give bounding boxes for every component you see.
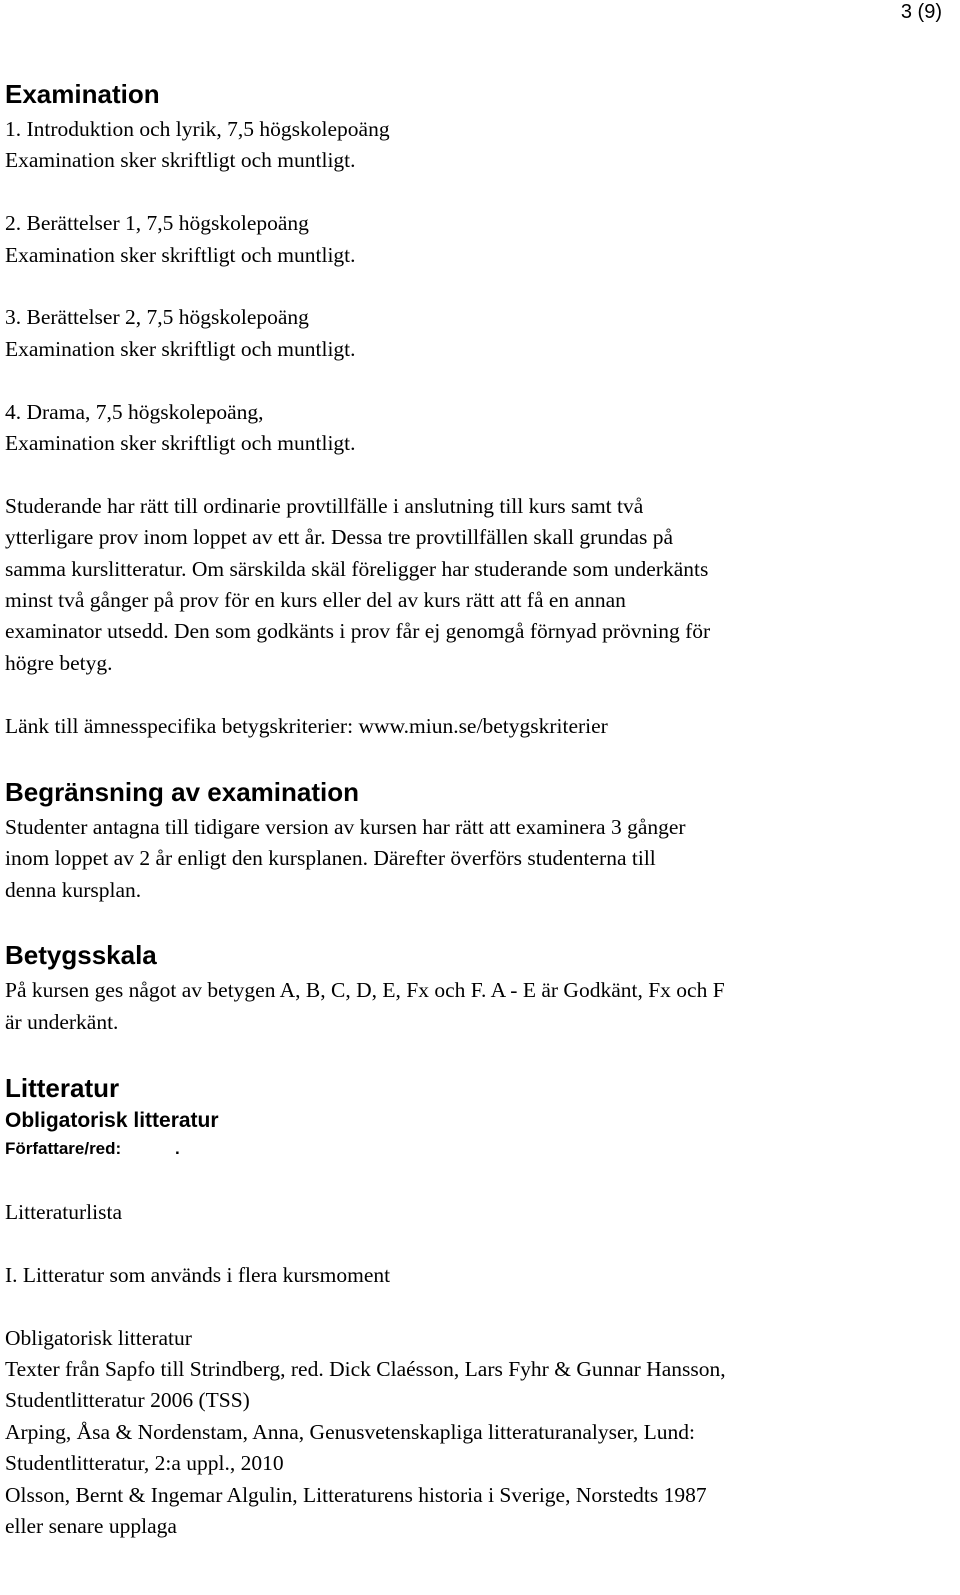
- examination-heading: Examination: [5, 79, 160, 109]
- literature-entry: eller senare upplaga: [5, 1514, 177, 1539]
- literature-entry: Olsson, Bernt & Ingemar Algulin, Litteraturens historia i Sverige, Norstedts 1987: [5, 1482, 707, 1507]
- module-4-form: Examination sker skriftligt och muntligt.: [5, 431, 356, 456]
- module-1-title: 1. Introduktion och lyrik, 7,5 högskolepoäng: [5, 117, 390, 141]
- mandatory-literature-heading: Obligatorisk litteratur: [5, 1109, 219, 1133]
- literature-entry: Texter från Sapfo till Strindberg, red. Dick Claésson, Lars Fyhr & Gunnar Hansson,: [5, 1357, 726, 1382]
- author-label: [5, 1135, 905, 1163]
- limitation-heading: Begränsning av examination: [5, 777, 359, 808]
- author-label-text: Författare/red:: [5, 1139, 122, 1159]
- literature-list-title: Litteraturlista: [5, 1200, 123, 1225]
- mandatory-literature-label: Obligatorisk litteratur: [5, 1325, 192, 1350]
- literature-heading: Litteratur: [5, 1073, 120, 1104]
- module-1-form: Examination sker skriftligt och muntligt.: [5, 148, 356, 173]
- limitation-line: Studenter antagna till tidigare version av kursen har rätt att examinera 3 gånger: [5, 815, 686, 840]
- literature-entry: Arping, Åsa & Nordenstam, Anna, Genusvetenskapliga litteraturanalyser, Lund:: [5, 1419, 695, 1444]
- module-4-title: 4. Drama, 7,5 högskolepoäng,: [5, 399, 264, 424]
- grading-line: På kursen ges något av betygen A, B, C, D, E, Fx och F. A - E är Godkänt, Fx och F: [5, 978, 725, 1003]
- rules-line: ytterligare prov inom loppet av ett år. Dessa tre provtillfällen skall grundas på: [5, 525, 674, 550]
- grading-criteria-link[interactable]: Länk till ämnesspecifika betygskriterier: www.miun.se/betygskriterier: [5, 713, 608, 738]
- module-2-form: Examination sker skriftligt och muntligt.: [5, 242, 356, 267]
- rules-line: examinator utsedd. Den som godkänts i prov får ej genomgå förnyad prövning för: [5, 619, 711, 644]
- module-3-title: 3. Berättelser 2, 7,5 högskolepoäng: [5, 305, 309, 330]
- rules-line: minst två gånger på prov för en kurs eller del av kurs rätt att få en annan: [5, 588, 626, 613]
- module-2-title: 2. Berättelser 1, 7,5 högskolepoäng: [5, 211, 309, 236]
- document-body: [5, 78, 905, 1543]
- grading-heading: Betygsskala: [5, 940, 157, 971]
- page-number: 3 (9): [900, 1, 942, 23]
- literature-entry: Studentlitteratur 2006 (TSS): [5, 1388, 250, 1413]
- rules-line: högre betyg.: [5, 650, 113, 675]
- literature-section-title: I. Litteratur som används i flera kursmoment: [5, 1262, 391, 1287]
- grading-line: är underkänt.: [5, 1009, 119, 1034]
- rules-line: samma kurslitteratur. Om särskilda skäl föreligger har studerande som underkänts: [5, 556, 709, 581]
- literature-entry: Studentlitteratur, 2:a uppl., 2010: [5, 1451, 284, 1476]
- examination-rules: [5, 491, 905, 679]
- limitation-line: denna kursplan.: [5, 877, 142, 902]
- limitation-line: inom loppet av 2 år enligt den kursplanen. Därefter överförs studenterna till: [5, 846, 656, 871]
- rules-line: Studerande har rätt till ordinarie provtillfälle i anslutning till kurs samt två: [5, 493, 644, 518]
- author-value: .: [175, 1139, 180, 1159]
- module-3-form: Examination sker skriftligt och muntligt.: [5, 336, 356, 361]
